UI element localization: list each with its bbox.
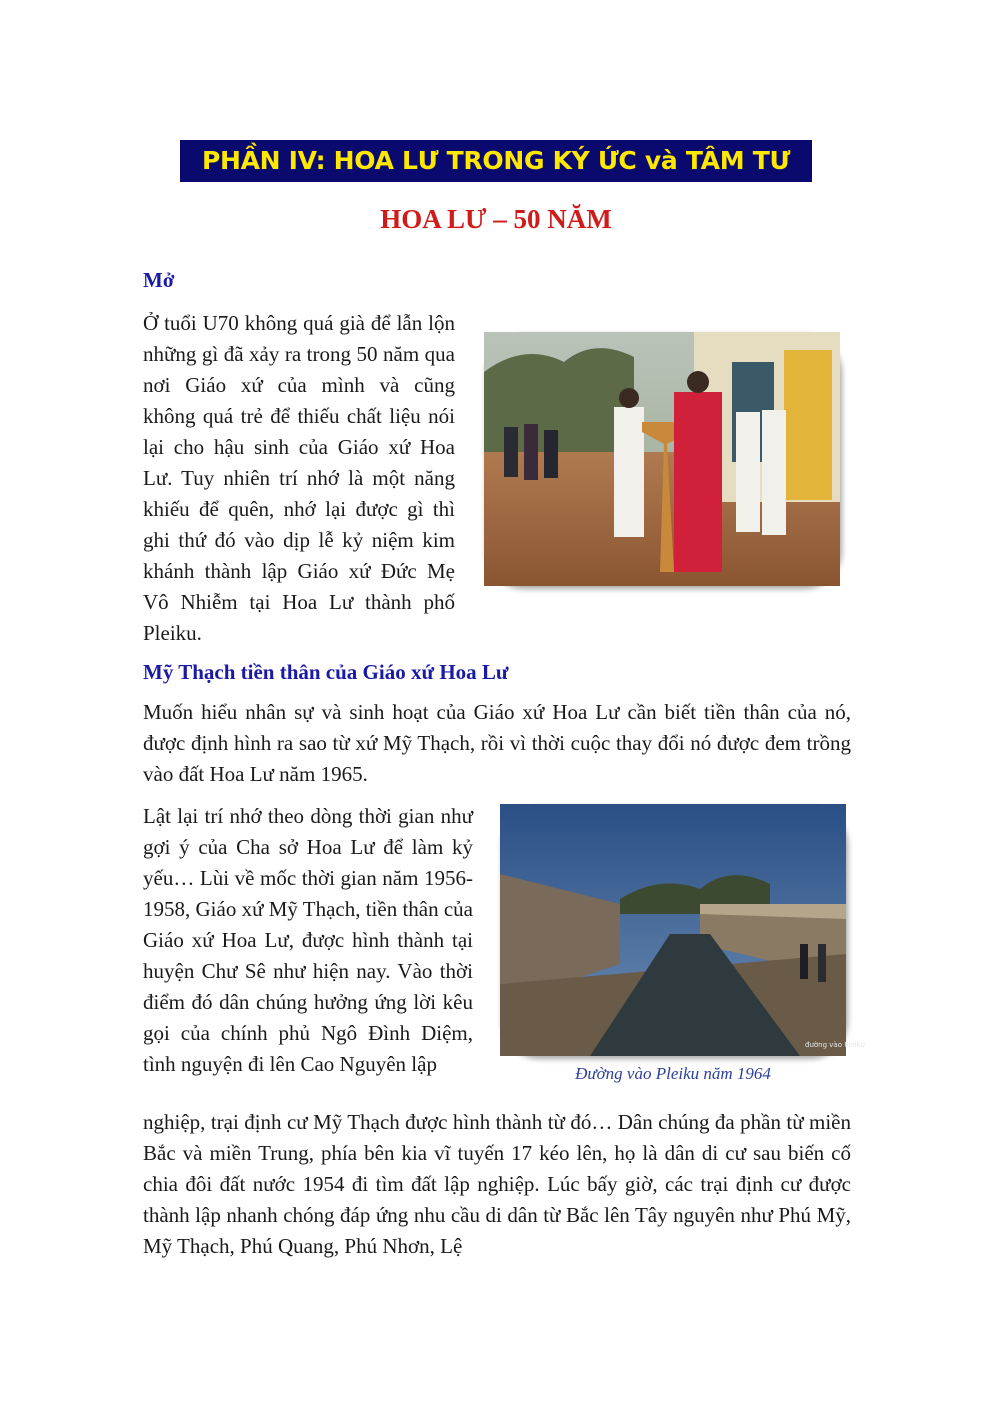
photo-watermark: đường vào Pleiku: [805, 1041, 865, 1049]
section-heading-my-thach: Mỹ Thạch tiền thân của Giáo xứ Hoa Lư: [143, 660, 509, 684]
section-heading-open: Mở: [143, 268, 175, 292]
document-title: HOA LƯ – 50 NĂM: [380, 204, 612, 234]
pleiku-road-photo: [500, 804, 865, 1056]
paragraph-my-thach-3: nghiệp, trại định cư Mỹ Thạch được hình thành từ đó… Dân chúng đa phần từ miền Bắc và miền Trung, phía bên kia vĩ tuyến 17 kéo lên, họ là dân di cư sau biến cố chia đôi đất nước 1954 đi tìm đất lập nghiệp. Lúc bấy giờ, các trại định cư được thành lập nhanh chóng đáp ứng nhu cầu di dân từ Bắc lên Tây nguyên như Phú Mỹ, Mỹ Thạch, Phú Quang, Phú Nhơn, Lệ: [143, 1110, 851, 1258]
paragraph-open: Ở tuổi U70 không quá già để lẫn lộn những gì đã xảy ra trong 50 năm qua nơi Giáo xứ của mình và cũng không quá trẻ để thiếu chất liệu nói lại cho hậu sinh của Giáo xứ Hoa Lư. Tuy nhiên trí nhớ là một năng khiếu để quên, nhớ lại được gì thì ghi thứ đó vào dịp lễ kỷ niệm kim khánh thành lập Giáo xứ Đức Mẹ Vô Nhiễm tại Hoa Lư thành phố Pleiku.: [143, 311, 455, 645]
procession-photo: [484, 332, 840, 586]
photo-caption: Đường vào Pleiku năm 1964: [575, 1064, 771, 1083]
part-title: PHẦN IV: HOA LƯ TRONG KÝ ỨC và TÂM TƯ: [180, 140, 812, 182]
procession-photo-art: [484, 332, 840, 586]
paragraph-my-thach-1: Muốn hiểu nhân sự và sinh hoạt của Giáo xứ Hoa Lư cần biết tiền thân của nó, được định hình ra sao từ xứ Mỹ Thạch, rồi vì thời cuộc thay đổi nó được đem trồng vào đất Hoa Lư năm 1965.: [143, 700, 851, 786]
paragraph-my-thach-2: Lật lại trí nhớ theo dòng thời gian như gợi ý của Cha sở Hoa Lư để làm kỷ yếu… Lùi về mốc thời gian năm 1956-1958, Giáo xứ Mỹ Thạch, tiền thân của Giáo xứ Hoa Lư, được hình thành tại huyện Chư Sê như hiện nay. Vào thời điểm đó dân chúng hưởng ứng lời kêu gọi của chính phủ Ngô Đình Diệm, tình nguyện đi lên Cao Nguyên lập: [143, 804, 474, 1076]
pleiku-road-photo-art: [500, 804, 865, 1056]
